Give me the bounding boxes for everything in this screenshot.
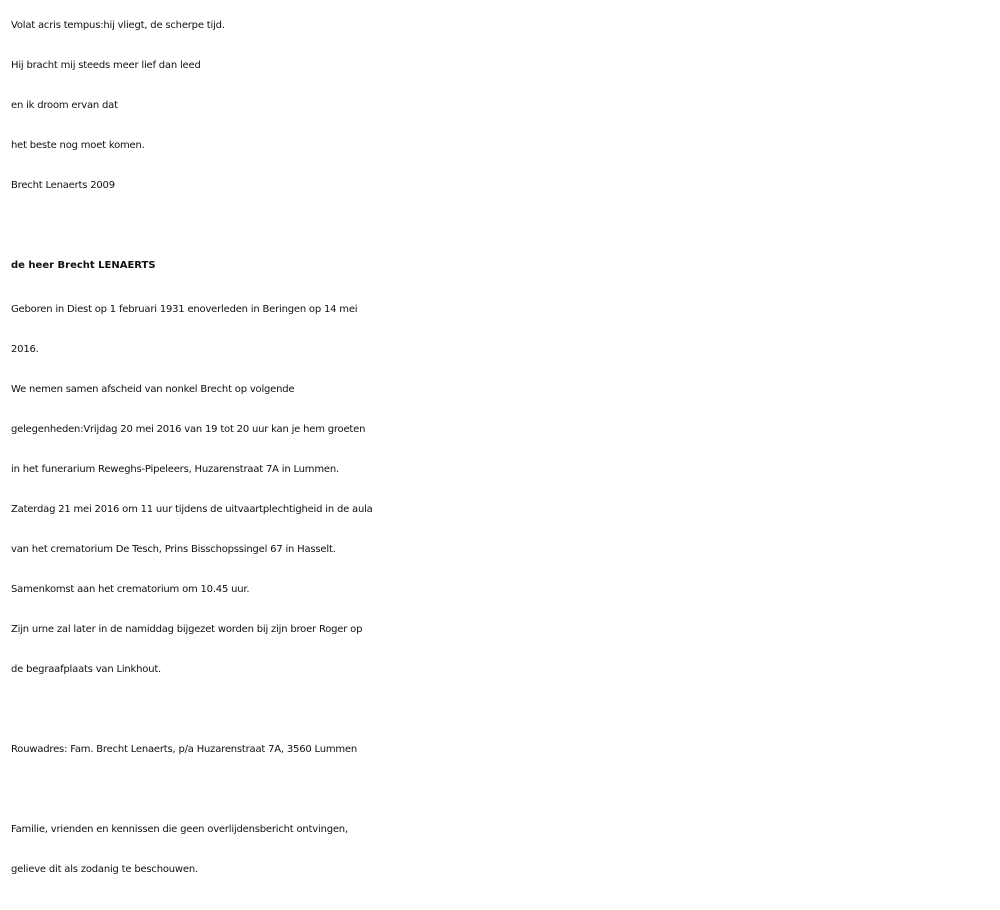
announcement-block [11, 290, 996, 690]
deceased-name-heading: de heer Brecht LENAERTS [11, 260, 156, 271]
announcement-line: van het crematorium De Tesch, Prins Bisschopssingel 67 in Hasselt. [11, 544, 336, 555]
announcement-line: Zijn urne zal later in de namiddag bijgezet worden bij zijn broer Roger op [11, 624, 363, 635]
poem-block [11, 6, 996, 206]
poem-signature: Brecht Lenaerts 2009 [11, 180, 115, 191]
closing-line: Familie, vrienden en kennissen die geen overlijdensbericht ontvingen, [11, 824, 348, 835]
announcement-line: de begraafplaats van Linkhout. [11, 664, 162, 675]
obituary-document [11, 0, 996, 890]
announcement-line: gelegenheden:Vrijdag 20 mei 2016 van 19 tot 20 uur kan je hem groeten [11, 424, 366, 435]
announcement-line: 2016. [11, 344, 39, 355]
closing-line: gelieve dit als zodanig te beschouwen. [11, 864, 198, 875]
poem-line: Volat acris tempus:hij vliegt, de scherpe tijd. [11, 20, 225, 31]
closing-block [11, 810, 996, 890]
announcement-line: in het funerarium Reweghs-Pipeleers, Huzarenstraat 7A in Lummen. [11, 464, 339, 475]
mourning-address: Rouwadres: Fam. Brecht Lenaerts, p/a Huzarenstraat 7A, 3560 Lummen [11, 744, 358, 755]
poem-line: Hij bracht mij steeds meer lief dan leed [11, 60, 201, 71]
announcement-line: Samenkomst aan het crematorium om 10.45 uur. [11, 584, 250, 595]
spacer [11, 690, 996, 730]
poem-line: het beste nog moet komen. [11, 140, 145, 151]
announcement-line: Geboren in Diest op 1 februari 1931 enoverleden in Beringen op 14 mei [11, 304, 358, 315]
announcement-line: We nemen samen afscheid van nonkel Brecht op volgende [11, 384, 295, 395]
spacer [11, 770, 996, 810]
poem-line: en ik droom ervan dat [11, 100, 118, 111]
announcement-line: Zaterdag 21 mei 2016 om 11 uur tijdens de uitvaartplechtigheid in de aula [11, 504, 373, 515]
